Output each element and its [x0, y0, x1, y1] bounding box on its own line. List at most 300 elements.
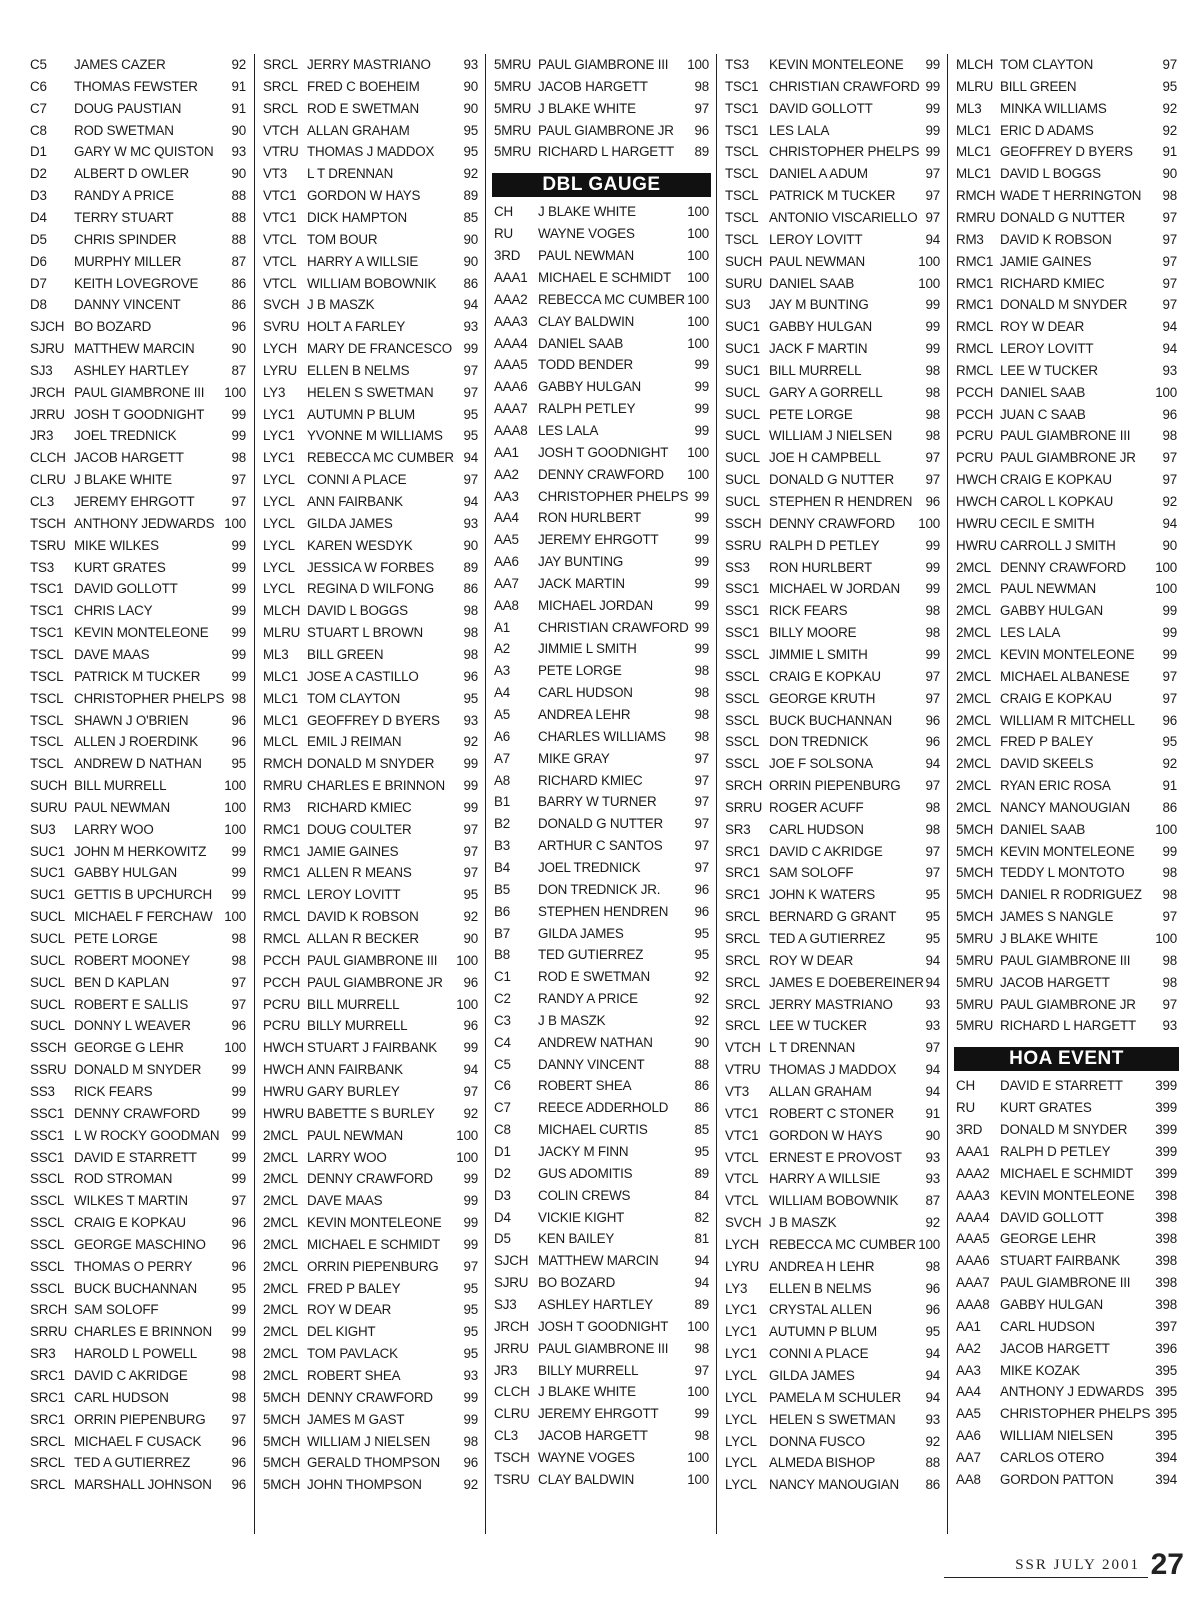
score: 93 [463, 319, 478, 335]
competitor-name: L T DRENNAN [769, 1040, 856, 1056]
class-code: LYCL [263, 494, 295, 509]
result-row [717, 1168, 948, 1190]
result-row [22, 513, 254, 535]
class-code: B4 [494, 859, 510, 875]
result-row [948, 76, 1185, 98]
competitor-name: BILL GREEN [307, 646, 384, 662]
score: 97 [231, 1411, 246, 1427]
result-row [717, 273, 948, 295]
class-code: TSCL [30, 668, 64, 684]
competitor-name: DAVID E STARRETT [74, 1149, 197, 1165]
class-code: SRCL [263, 57, 298, 72]
competitor-name: ANDREW NATHAN [538, 1034, 653, 1050]
competitor-name: NANCY MANOUGIAN [769, 1477, 899, 1493]
result-row [948, 491, 1185, 513]
score: 98 [925, 362, 940, 378]
class-code: SUCH [30, 778, 68, 794]
result-row [486, 464, 717, 486]
result-row [255, 513, 486, 535]
result-row [22, 1147, 254, 1169]
class-code: SUCL [30, 974, 65, 990]
score: 99 [463, 1040, 478, 1056]
result-row [22, 710, 254, 732]
score: 397 [1155, 1318, 1177, 1334]
competitor-name: SHAWN J O'BRIEN [74, 712, 189, 728]
result-row [948, 1447, 1185, 1469]
result-row [486, 595, 717, 617]
result-row [948, 404, 1185, 426]
result-row [486, 420, 717, 442]
result-row [717, 447, 948, 469]
result-row [717, 1059, 948, 1081]
score: 100 [918, 1236, 940, 1252]
class-code: D2 [494, 1165, 511, 1181]
class-code: JR3 [30, 428, 54, 444]
competitor-name: LEROY LOVITT [1000, 341, 1094, 357]
class-code: LYC1 [725, 1324, 757, 1340]
class-code: TSCL [725, 188, 759, 204]
class-code: AA6 [494, 554, 519, 570]
class-code: SR3 [725, 821, 751, 837]
class-code: 2MCL [263, 1149, 298, 1165]
class-code: 2MCL [956, 581, 991, 597]
competitor-name: ASHLEY HARTLEY [74, 362, 190, 378]
competitor-name: DON TREDNICK JR. [538, 881, 661, 897]
score: 92 [463, 1477, 478, 1493]
class-code: SSCL [30, 1236, 65, 1252]
competitor-name: DANNY VINCENT [538, 1056, 645, 1072]
score: 94 [694, 1275, 709, 1291]
result-row [948, 1185, 1185, 1207]
class-code: VTRU [725, 1062, 761, 1078]
result-row [486, 573, 717, 595]
score: 93 [463, 1368, 478, 1383]
class-code: SSCH [725, 515, 762, 531]
result-row [22, 666, 254, 688]
score: 99 [694, 401, 709, 417]
result-row [717, 382, 948, 404]
result-row [22, 819, 254, 841]
score: 97 [463, 472, 478, 488]
class-code: SSC1 [30, 1149, 65, 1165]
result-row [948, 229, 1185, 251]
score: 98 [231, 450, 246, 466]
score: 97 [694, 750, 709, 766]
score: 100 [456, 952, 478, 968]
result-row [486, 682, 717, 704]
class-code: C3 [494, 1012, 511, 1028]
class-code: 2MCL [263, 1302, 298, 1318]
class-code: RMC1 [263, 865, 301, 881]
score: 97 [1162, 57, 1177, 72]
class-code: AA7 [494, 575, 519, 591]
result-row [255, 688, 486, 710]
score: 97 [463, 843, 478, 859]
class-code: LYC1 [263, 428, 295, 444]
competitor-name: BERNARD G GRANT [769, 909, 897, 925]
result-row [486, 486, 717, 508]
class-code: PCCH [956, 384, 994, 400]
score: 100 [687, 1318, 709, 1334]
class-code: VTC1 [725, 1127, 759, 1143]
score: 99 [1162, 625, 1177, 641]
result-row [717, 862, 948, 884]
class-code: SJRU [30, 341, 65, 357]
score: 90 [463, 253, 478, 269]
score: 95 [694, 947, 709, 963]
competitor-name: JOHN THOMPSON [307, 1477, 422, 1493]
class-code: SRCH [725, 778, 763, 794]
result-row [717, 884, 948, 906]
competitor-name: TEDDY L MONTOTO [1000, 865, 1125, 881]
result-row [255, 819, 486, 841]
competitor-name: BILL MURRELL [307, 996, 400, 1012]
competitor-name: ORRIN PIEPENBURG [769, 778, 901, 794]
score: 99 [231, 428, 246, 444]
class-code: VTC1 [263, 209, 297, 225]
result-row [22, 404, 254, 426]
competitor-name: GARY A GORRELL [769, 384, 883, 400]
result-row [486, 376, 717, 398]
result-row [717, 928, 948, 950]
score: 91 [925, 1105, 940, 1121]
class-code: SRCL [30, 1477, 65, 1493]
result-row [255, 1365, 486, 1387]
result-row [22, 622, 254, 644]
result-row [486, 1054, 717, 1076]
class-code: TSCL [725, 209, 759, 225]
score: 100 [687, 335, 709, 351]
score: 97 [1162, 209, 1177, 225]
competitor-name: DONALD M SNYDER [74, 1062, 202, 1078]
result-row [717, 994, 948, 1016]
result-row [486, 245, 717, 267]
result-row [255, 557, 486, 579]
score: 100 [687, 204, 709, 220]
class-code: AA4 [956, 1384, 981, 1400]
competitor-name: JESSICA W FORBES [307, 559, 435, 575]
result-row [486, 1119, 717, 1141]
score: 97 [1162, 996, 1177, 1012]
score: 98 [1162, 887, 1177, 903]
result-row [255, 425, 486, 447]
score: 90 [1162, 166, 1177, 182]
score: 99 [1162, 603, 1177, 619]
competitor-name: STUART J FAIRBANK [307, 1040, 438, 1056]
class-code: SRCL [725, 931, 760, 946]
competitor-name: DOUG PAUSTIAN [74, 100, 182, 116]
competitor-name: J B MASZK [538, 1012, 606, 1028]
competitor-name: PAUL NEWMAN [769, 253, 866, 269]
class-code: CH [494, 204, 513, 220]
class-code: 5MCH [263, 1477, 301, 1493]
competitor-name: PETE LORGE [769, 406, 853, 422]
result-row [486, 1032, 717, 1054]
competitor-name: TOM CLAYTON [307, 690, 401, 706]
competitor-name: LES LALA [769, 122, 830, 138]
class-code: 5MRU [956, 931, 994, 946]
result-row [22, 76, 254, 98]
result-row [948, 141, 1185, 163]
competitor-name: TED GUTIERREZ [538, 947, 644, 963]
competitor-name: GERALD THOMPSON [307, 1455, 440, 1471]
result-row [717, 950, 948, 972]
result-row [717, 163, 948, 185]
competitor-name: JAMIE GAINES [307, 843, 399, 859]
class-code: HWCH [956, 472, 997, 488]
class-code: SUCL [30, 1018, 65, 1034]
class-code: 5MCH [956, 887, 994, 903]
class-code: D8 [30, 297, 47, 313]
result-row [948, 753, 1185, 775]
class-code: SJ3 [494, 1296, 517, 1312]
class-code: SSC1 [725, 625, 760, 641]
competitor-name: ROD E SWETMAN [307, 100, 419, 116]
result-row [255, 229, 486, 251]
class-code: RMCH [956, 188, 996, 204]
score: 97 [1162, 909, 1177, 925]
competitor-name: BILL GREEN [1000, 78, 1077, 94]
result-row [22, 316, 254, 338]
results-column-3 [485, 54, 717, 1534]
competitor-name: WILKES T MARTIN [74, 1193, 188, 1209]
competitor-name: TED A GUTIERREZ [769, 931, 886, 946]
score: 97 [694, 100, 709, 116]
competitor-name: TED A GUTIERREZ [74, 1455, 191, 1471]
competitor-name: CRAIG E KOPKAU [1000, 690, 1112, 706]
result-row [486, 1097, 717, 1119]
result-row [486, 120, 717, 142]
class-code: A3 [494, 663, 510, 679]
result-row [717, 120, 948, 142]
competitor-name: MARY DE FRANCESCO [307, 341, 452, 357]
score: 100 [224, 799, 246, 815]
result-row [22, 229, 254, 251]
class-code: SSCL [30, 1280, 65, 1296]
score: 99 [694, 488, 709, 504]
competitor-name: STUART L BROWN [307, 625, 423, 641]
class-code: 5MRU [956, 952, 994, 968]
competitor-name: STEPHEN HENDREN [538, 903, 669, 919]
competitor-name: RANDY A PRICE [538, 991, 638, 1007]
class-code: 5MRU [494, 100, 532, 116]
class-code: D1 [30, 144, 47, 160]
score: 100 [224, 821, 246, 837]
class-code: 5MRU [494, 122, 532, 138]
score: 97 [231, 974, 246, 990]
class-code: SU3 [725, 297, 751, 313]
class-code: PCRU [263, 1018, 301, 1034]
result-row [486, 1163, 717, 1185]
class-code: C5 [30, 57, 47, 72]
result-row [717, 906, 948, 928]
score: 100 [1155, 931, 1177, 946]
score: 100 [918, 253, 940, 269]
competitor-name: L T DRENNAN [307, 166, 394, 182]
competitor-name: DONALD G NUTTER [769, 472, 894, 488]
result-row [948, 775, 1185, 797]
result-row [255, 622, 486, 644]
score: 86 [231, 297, 246, 313]
class-code: SSCL [725, 690, 760, 706]
result-row [948, 535, 1185, 557]
class-code: AAA8 [956, 1296, 990, 1312]
class-code: 5MRU [494, 78, 532, 94]
result-row [948, 185, 1185, 207]
result-row [255, 404, 486, 426]
competitor-name: PAUL GIAMBRONE JR [307, 974, 443, 990]
score: 100 [224, 384, 246, 400]
result-row [255, 928, 486, 950]
score: 96 [1162, 712, 1177, 728]
competitor-name: BUCK BUCHANNAN [769, 712, 892, 728]
competitor-name: DONALD G NUTTER [538, 816, 663, 832]
score: 97 [925, 209, 940, 225]
class-code: MLC1 [263, 690, 298, 706]
competitor-name: EMIL J REIMAN [307, 734, 402, 750]
competitor-name: KEN BAILEY [538, 1231, 615, 1247]
class-code: AAA4 [956, 1209, 990, 1225]
score: 90 [463, 78, 478, 94]
result-row [22, 251, 254, 273]
score: 98 [231, 1368, 246, 1383]
result-row [22, 98, 254, 120]
score: 96 [231, 1477, 246, 1493]
competitor-name: WILLIAM J NIELSEN [307, 1433, 431, 1449]
score: 398 [1155, 1296, 1177, 1312]
class-code: C6 [494, 1078, 511, 1094]
class-code: SSCL [30, 1171, 65, 1187]
competitor-name: CHRISTIAN CRAWFORD [538, 619, 689, 635]
result-row [486, 1360, 717, 1382]
result-row [717, 972, 948, 994]
score: 95 [231, 756, 246, 772]
class-code: 2MCL [263, 1127, 298, 1143]
result-row [948, 841, 1185, 863]
score: 399 [1155, 1100, 1177, 1116]
class-code: TS3 [725, 57, 749, 72]
competitor-name: WILLIAM NIELSEN [1000, 1428, 1114, 1444]
competitor-name: AUTUMN P BLUM [769, 1324, 878, 1340]
result-row [948, 207, 1185, 229]
score: 97 [694, 794, 709, 810]
score: 99 [231, 1127, 246, 1143]
result-row [948, 360, 1185, 382]
class-code: VTC1 [263, 188, 297, 204]
score: 98 [694, 1428, 709, 1444]
class-code: LYCH [263, 341, 297, 357]
score: 398 [1155, 1253, 1177, 1269]
score: 98 [925, 428, 940, 444]
competitor-name: GABBY HULGAN [74, 865, 178, 881]
score: 99 [694, 532, 709, 548]
competitor-name: CLAY BALDWIN [538, 1471, 635, 1487]
class-code: AA5 [494, 532, 519, 548]
class-code: TSRU [494, 1471, 530, 1487]
score: 94 [463, 494, 478, 509]
competitor-name: REGINA D WILFONG [307, 581, 434, 597]
competitor-name: PAUL GIAMBRONE III [1000, 428, 1131, 444]
class-code: LYCL [725, 1433, 757, 1449]
result-row [255, 1212, 486, 1234]
class-code: VT3 [725, 1083, 749, 1099]
result-row [486, 988, 717, 1010]
result-row [948, 316, 1185, 338]
competitor-name: JACOB HARGETT [1000, 974, 1110, 990]
score: 99 [231, 1083, 246, 1099]
class-code: VTCL [263, 231, 297, 247]
competitor-name: BILLY MURRELL [307, 1018, 408, 1034]
class-code: SRCH [30, 1302, 68, 1318]
class-code: 2MCL [263, 1280, 298, 1296]
competitor-name: JAMIE GAINES [1000, 253, 1092, 269]
score: 98 [463, 1433, 478, 1449]
class-code: AAA7 [956, 1275, 990, 1291]
class-code: CL3 [30, 494, 54, 509]
competitor-name: BILLY MOORE [769, 625, 857, 641]
competitor-name: GEORGE KRUTH [769, 690, 876, 706]
competitor-name: COLIN CREWS [538, 1187, 631, 1203]
competitor-name: JACOB HARGETT [74, 450, 184, 466]
result-row [255, 884, 486, 906]
competitor-name: ROBERT MOONEY [74, 952, 190, 968]
result-row [486, 638, 717, 660]
score: 88 [925, 1455, 940, 1471]
score: 97 [925, 188, 940, 204]
competitor-name: ELLEN B NELMS [769, 1280, 872, 1296]
class-code: LYC1 [263, 450, 295, 466]
score: 96 [231, 1433, 246, 1449]
competitor-name: ALMEDA BISHOP [769, 1455, 876, 1471]
competitor-name: CARL HUDSON [1000, 1318, 1095, 1334]
score: 100 [687, 226, 709, 242]
class-code: RMCL [263, 909, 301, 925]
class-code: PCRU [956, 428, 994, 444]
result-row [22, 1168, 254, 1190]
result-row [948, 557, 1185, 579]
score: 94 [463, 297, 478, 313]
competitor-name: STEPHEN R HENDREN [769, 494, 913, 509]
result-row [717, 1256, 948, 1278]
competitor-name: ROY W DEAR [769, 952, 854, 968]
competitor-name: CHRIS SPINDER [74, 231, 177, 247]
score: 97 [1162, 253, 1177, 269]
class-code: SUCL [725, 450, 760, 466]
score: 99 [694, 575, 709, 591]
score: 99 [231, 603, 246, 619]
result-row [22, 1278, 254, 1300]
class-code: HWRU [956, 537, 997, 553]
result-row [717, 360, 948, 382]
competitor-name: JEREMY EHRGOTT [74, 494, 195, 509]
class-code: MLCH [263, 603, 301, 619]
competitor-name: JACOB HARGETT [538, 1428, 648, 1444]
result-row [255, 185, 486, 207]
score: 90 [231, 166, 246, 182]
class-code: JRRU [494, 1340, 529, 1356]
competitor-name: KEITH LOVEGROVE [74, 275, 199, 291]
score: 100 [918, 515, 940, 531]
competitor-name: HELEN S SWETMAN [307, 384, 434, 400]
result-row [255, 251, 486, 273]
class-code: B2 [494, 816, 510, 832]
class-code: AAA3 [956, 1187, 990, 1203]
result-row [255, 54, 486, 76]
class-code: A4 [494, 685, 510, 701]
competitor-name: DAVID L BOGGS [1000, 166, 1101, 182]
class-code: PCRU [263, 996, 301, 1012]
score: 97 [925, 690, 940, 706]
